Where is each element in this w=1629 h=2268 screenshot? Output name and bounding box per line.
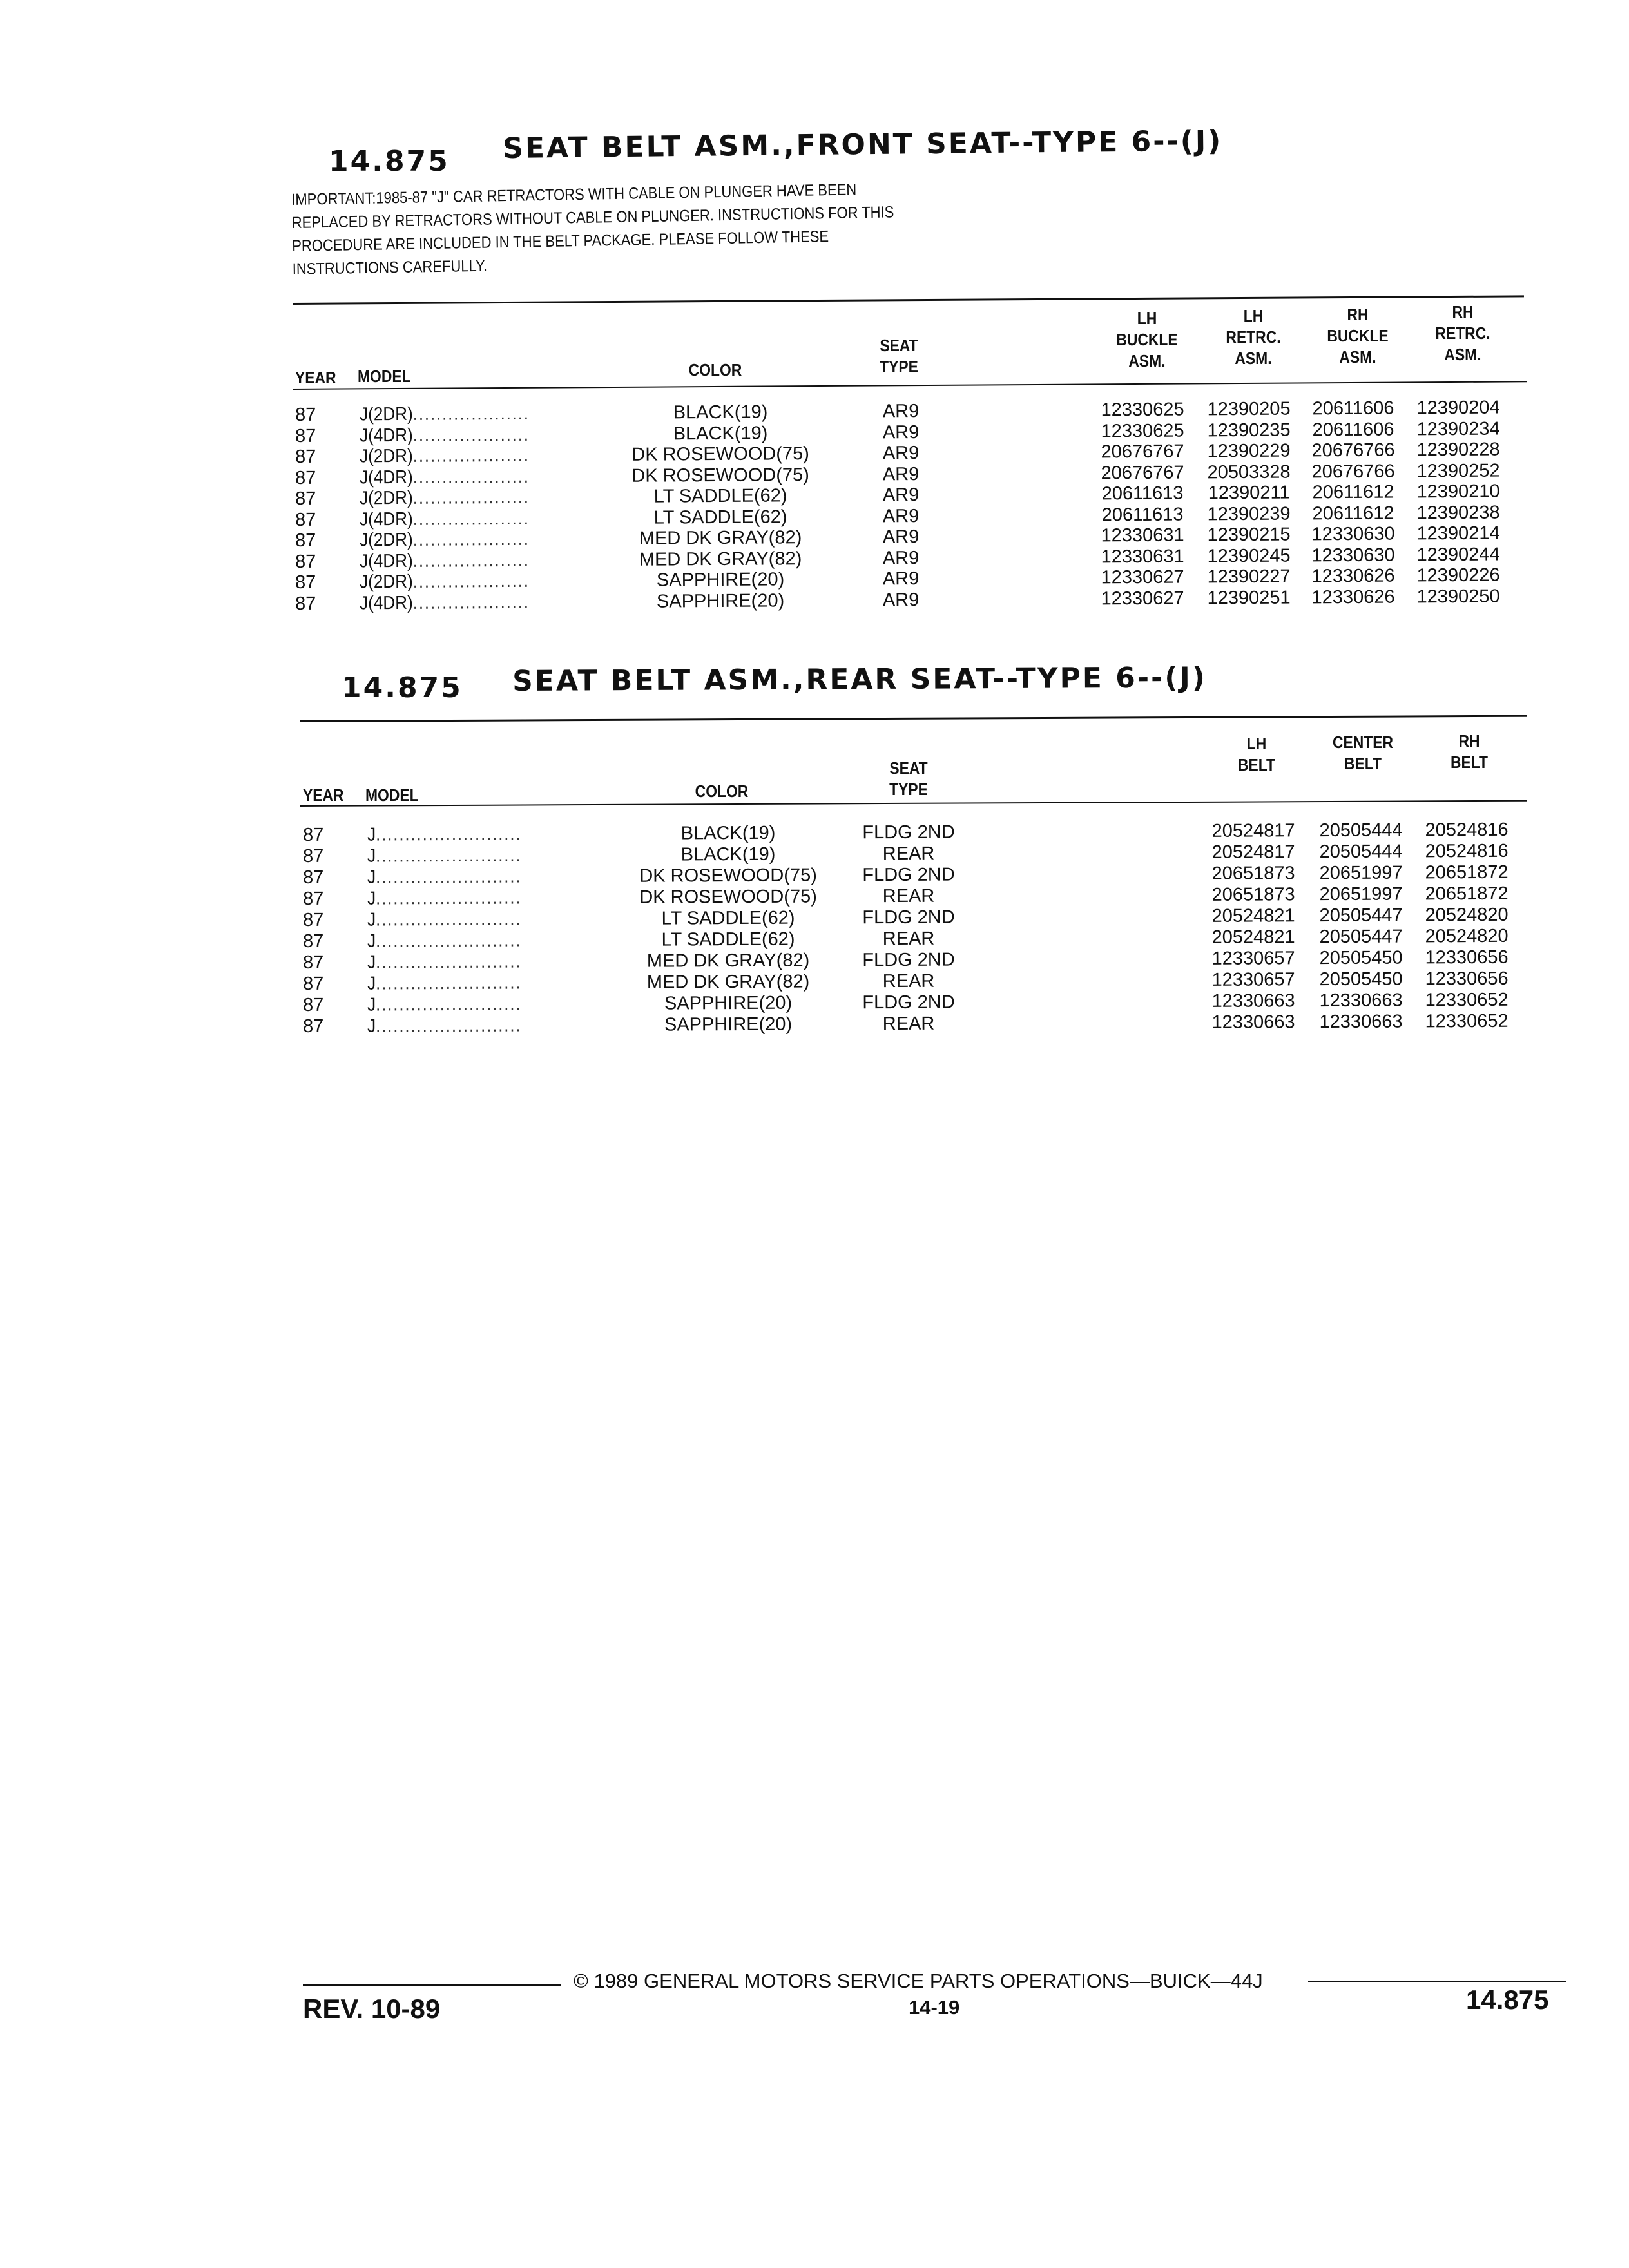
cell-rh-retrc: 12390250 [1416,586,1500,607]
cell-center-belt: 20651997 [1319,883,1403,905]
rear-header-rule [300,800,1527,807]
header-color: COLOR [688,360,742,380]
cell-year: 87 [295,530,316,551]
cell-lh-retrc: 12390251 [1207,587,1291,608]
cell-color: MED DK GRAY(82) [639,548,802,570]
header-line: LH [1137,309,1157,328]
header-seat-type [858,758,959,800]
cell-rh-retrc: 12390226 [1416,564,1500,586]
cell-rh-belt: 20524820 [1425,925,1509,947]
cell-seat-type: AR9 [882,443,920,464]
cell-lh-belt: 12330657 [1211,969,1295,990]
header-line: BUCKLE [1327,326,1389,345]
cell-rh-retrc: 12390228 [1416,439,1500,461]
cell-center-belt: 20505447 [1319,905,1403,927]
cell-lh-retrc: 12390239 [1207,503,1291,524]
cell-lh-belt: 20524821 [1211,927,1295,948]
leader-dots: ......................... [376,908,522,930]
cell-lh-belt: 12330657 [1211,948,1295,969]
model-value: J [367,973,376,994]
cell-seat-type: AR9 [882,526,920,548]
cell-rh-retrc: 12390214 [1416,523,1500,544]
cell-rh-retrc: 12390210 [1416,481,1500,503]
model-value: J(2DR) [359,529,413,551]
header-line: ASM. [1235,349,1272,368]
model-value: J(2DR) [359,487,413,509]
leader-dots: .................... [412,508,530,530]
cell-center-belt: 20651997 [1319,862,1403,884]
cell-rh-buckle: 12330630 [1311,544,1395,566]
cell-rh-belt: 20651872 [1425,883,1509,905]
cell-color: DK ROSEWOOD(75) [631,464,809,486]
cell-center-belt: 12330663 [1319,1011,1403,1033]
cell-color: SAPPHIRE(20) [656,569,785,591]
cell-rh-retrc: 12390252 [1416,460,1500,481]
cell-lh-buckle: 12330631 [1101,546,1184,567]
cell-model [367,888,521,910]
header-lh-belt [1211,733,1302,776]
cell-lh-retrc: 12390215 [1207,524,1291,546]
model-value: J(2DR) [359,445,413,467]
leader-dots: .................... [412,570,530,592]
header-year: YEAR [303,785,344,805]
cell-lh-buckle: 12330631 [1101,524,1184,546]
cell-color: MED DK GRAY(82) [646,971,810,993]
cell-seat-type: FLDG 2ND [862,992,955,1014]
model-value: J [367,994,376,1015]
model-value: J [367,888,376,909]
cell-rh-belt: 12330656 [1425,968,1509,990]
cell-seat-type: REAR [882,928,935,950]
cell-model [367,1015,521,1037]
cell-year: 87 [303,909,324,930]
header-seat-line: SEAT [889,758,928,778]
cell-seat-type: AR9 [882,505,920,526]
cell-seat-type: REAR [882,843,935,865]
rear-section-number: 14.875 [342,671,463,704]
note-line: INSTRUCTIONS CAREFULLY. [292,256,488,278]
model-value: J(2DR) [359,403,413,425]
model-value: J [367,930,376,952]
cell-center-belt: 20505444 [1319,820,1403,841]
front-important-note [291,177,895,281]
cell-color: DK ROSEWOOD(75) [639,886,817,908]
footer-rule-left [303,1984,561,1986]
footer-revision: REV. 10-89 [303,1994,441,2024]
cell-year: 87 [295,572,316,593]
front-section-title: SEAT BELT ASM.,FRONT SEAT--TYPE 6--(J) [503,124,1223,165]
cell-color: BLACK(19) [680,843,776,865]
model-value: J [367,952,376,973]
header-seat-line: TYPE [889,780,928,799]
leader-dots: ......................... [376,930,522,952]
cell-color: BLACK(19) [673,401,768,423]
cell-lh-buckle: 20676767 [1101,462,1184,483]
header-rh-buckle [1309,304,1406,368]
cell-lh-belt: 20651873 [1211,863,1295,884]
cell-lh-buckle: 12330625 [1101,420,1184,441]
model-value: J(4DR) [359,550,413,572]
cell-lh-buckle: 20611613 [1101,483,1184,505]
leader-dots: ......................... [376,972,522,994]
cell-rh-belt: 20524820 [1425,904,1509,926]
cell-lh-retrc: 20503328 [1207,461,1291,483]
leader-dots: ......................... [376,866,522,888]
cell-lh-buckle: 12330625 [1101,399,1184,421]
cell-rh-retrc: 12390234 [1416,418,1500,439]
cell-rh-buckle: 20611612 [1312,481,1394,503]
header-line: RETRC. [1226,327,1281,347]
header-line: ASM. [1444,345,1481,364]
header-seat-type [848,335,950,378]
cell-model [367,909,521,931]
footer-page-number: 14-19 [909,1996,960,2019]
cell-year: 87 [295,446,316,467]
note-line: REPLACED BY RETRACTORS WITHOUT CABLE ON PLUNGER. INSTRUCTIONS FOR THIS [291,203,894,232]
cell-center-belt: 20505450 [1319,947,1403,969]
model-value: J [367,824,376,845]
cell-rh-retrc: 12390244 [1416,544,1500,565]
cell-model [367,994,521,1016]
header-line: ASM. [1128,351,1166,370]
cell-lh-belt: 20524821 [1211,905,1295,927]
footer-rule-right [1308,1981,1566,1982]
cell-model [367,867,521,889]
cell-model [360,424,530,447]
cell-seat-type: AR9 [882,421,920,443]
header-center-belt [1318,732,1409,774]
cell-year: 87 [303,888,324,909]
cell-rh-buckle: 20611612 [1312,503,1394,524]
header-rh-belt [1424,731,1515,773]
cell-lh-belt: 12330663 [1211,990,1295,1012]
cell-rh-retrc: 12390238 [1416,502,1500,523]
cell-year: 87 [303,930,324,952]
cell-model [367,930,521,952]
cell-rh-buckle: 20676766 [1311,461,1395,482]
cell-color: DK ROSEWOOD(75) [631,443,809,465]
cell-model [360,571,530,593]
cell-rh-buckle: 12330626 [1311,586,1395,608]
header-line: RETRC. [1435,323,1490,343]
cell-seat-type: AR9 [882,463,920,485]
cell-color: BLACK(19) [673,423,768,444]
cell-model [367,845,521,867]
cell-center-belt: 20505444 [1319,841,1403,863]
leader-dots: .................... [412,424,530,446]
cell-model [367,824,521,846]
header-line: CENTER [1332,733,1394,752]
leader-dots: .................... [412,486,530,508]
model-value: J(2DR) [359,571,413,593]
cell-rh-belt: 20524816 [1425,819,1509,841]
cell-year: 87 [295,509,316,530]
cell-model [360,403,530,426]
leader-dots: .................... [412,528,530,550]
cell-rh-belt: 12330652 [1425,1010,1509,1032]
cell-lh-retrc: 12390229 [1207,440,1291,462]
header-line: RH [1347,305,1369,324]
leader-dots: .................... [412,550,530,572]
header-line: RH [1452,302,1474,322]
cell-year: 87 [295,425,316,447]
cell-seat-type: REAR [882,885,935,907]
model-value: J(4DR) [359,466,413,488]
cell-seat-type: REAR [882,1013,935,1035]
front-section-number: 14.875 [329,145,450,178]
cell-year: 87 [303,952,324,973]
cell-color: MED DK GRAY(82) [639,527,802,549]
cell-model [360,550,530,572]
cell-model [360,487,530,510]
footer-copyright: © 1989 GENERAL MOTORS SERVICE PARTS OPERATIONS—BUICK—44J [574,1970,1263,1992]
cell-year: 87 [295,404,316,425]
cell-rh-belt: 20651872 [1425,861,1509,883]
cell-rh-retrc: 12390204 [1416,397,1500,419]
cell-center-belt: 12330663 [1319,990,1403,1012]
leader-dots: .................... [412,445,530,466]
cell-model [360,508,530,530]
cell-rh-buckle: 20611606 [1312,398,1394,419]
cell-rh-belt: 20524816 [1425,840,1509,862]
cell-model [360,591,530,614]
cell-year: 87 [303,994,324,1015]
cell-seat-type: AR9 [882,485,920,506]
cell-lh-buckle: 20611613 [1101,504,1184,525]
rear-top-rule [300,715,1527,722]
cell-year: 87 [295,593,316,614]
model-value: J [367,909,376,930]
leader-dots: ......................... [376,823,522,845]
header-line: BELT [1450,753,1489,772]
header-line: BELT [1344,754,1382,773]
model-value: J [367,867,376,888]
cell-year: 87 [303,845,324,867]
leader-dots: ......................... [376,845,522,867]
cell-rh-belt: 12330656 [1425,947,1509,968]
cell-lh-belt: 20524817 [1211,820,1295,841]
header-model: MODEL [358,367,411,386]
cell-model [360,445,530,468]
cell-lh-buckle: 12330627 [1101,566,1184,588]
cell-rh-buckle: 12330630 [1311,523,1395,545]
cell-color: MED DK GRAY(82) [646,950,810,972]
model-value: J(4DR) [359,508,413,530]
cell-seat-type: FLDG 2ND [862,907,955,928]
cell-color: LT SADDLE(62) [653,506,787,528]
cell-seat-type: AR9 [882,401,920,422]
header-lh-retrc [1205,305,1302,369]
cell-lh-retrc: 12390211 [1208,482,1290,504]
cell-lh-belt: 20651873 [1211,884,1295,905]
cell-year: 87 [303,1015,324,1037]
model-value: J(4DR) [359,592,413,613]
cell-year: 87 [303,973,324,994]
cell-model [360,466,530,488]
header-line: BELT [1237,755,1276,774]
cell-model [367,973,521,995]
cell-seat-type: REAR [882,970,935,992]
cell-year: 87 [295,551,316,572]
leader-dots: ......................... [376,951,522,973]
cell-seat-type: FLDG 2ND [862,864,955,886]
leader-dots: .................... [412,591,530,613]
cell-lh-belt: 12330663 [1211,1012,1295,1033]
cell-rh-buckle: 20676766 [1311,439,1395,461]
cell-seat-type: AR9 [882,547,920,568]
header-seat-line: SEAT [880,336,918,355]
model-value: J(4DR) [359,425,413,446]
cell-model [367,952,521,974]
model-value: J [367,1015,376,1037]
header-color: COLOR [695,782,749,801]
header-rh-retrc [1414,302,1511,365]
cell-color: SAPPHIRE(20) [664,992,793,1014]
cell-color: BLACK(19) [680,822,776,844]
header-line: RH [1458,731,1480,751]
cell-rh-buckle: 12330626 [1311,565,1395,587]
leader-dots: ......................... [376,1015,522,1037]
cell-seat-type: AR9 [882,589,920,610]
note-line: IMPORTANT:1985-87 "J" CAR RETRACTORS WITH CABLE ON PLUNGER HAVE BEEN [291,180,857,209]
cell-color: LT SADDLE(62) [653,485,787,507]
cell-lh-buckle: 20676767 [1101,441,1184,463]
leader-dots: ......................... [376,887,522,909]
model-value: J [367,845,376,867]
cell-lh-retrc: 12390235 [1207,419,1291,441]
cell-year: 87 [303,824,324,845]
cell-lh-retrc: 12390227 [1207,566,1291,588]
leader-dots: ......................... [376,994,522,1015]
cell-center-belt: 20505447 [1319,926,1403,948]
cell-lh-retrc: 12390205 [1207,398,1291,420]
header-model: MODEL [365,785,419,805]
cell-lh-belt: 20524817 [1211,841,1295,863]
cell-model [360,529,530,552]
cell-seat-type: FLDG 2ND [862,949,955,971]
header-lh-buckle [1099,308,1195,372]
note-line: PROCEDURE ARE INCLUDED IN THE BELT PACKAGE. PLEASE FOLLOW THESE [292,227,829,255]
cell-color: LT SADDLE(62) [661,928,795,950]
front-top-rule [293,295,1524,305]
cell-rh-buckle: 20611606 [1312,419,1394,440]
rear-section-title: SEAT BELT ASM.,REAR SEAT--TYPE 6--(J) [512,661,1208,698]
header-year: YEAR [295,368,336,387]
header-seat-line: TYPE [880,357,918,376]
header-line: LH [1243,306,1264,325]
cell-seat-type: FLDG 2ND [862,822,955,843]
cell-lh-buckle: 12330627 [1101,588,1184,609]
header-line: LH [1246,734,1267,753]
cell-color: SAPPHIRE(20) [656,590,785,612]
front-header-rule [293,381,1527,390]
footer-section-number: 14.875 [1466,1984,1549,2015]
cell-color: DK ROSEWOOD(75) [639,865,817,887]
leader-dots: .................... [412,466,530,488]
leader-dots: .................... [412,403,530,425]
cell-color: LT SADDLE(62) [661,907,795,929]
cell-center-belt: 20505450 [1319,968,1403,990]
cell-color: SAPPHIRE(20) [664,1014,793,1035]
cell-seat-type: AR9 [882,568,920,590]
cell-year: 87 [295,488,316,509]
cell-year: 87 [303,867,324,888]
header-line: ASM. [1339,347,1376,367]
cell-year: 87 [295,467,316,488]
cell-lh-retrc: 12390245 [1207,545,1291,566]
header-line: BUCKLE [1116,330,1178,349]
cell-rh-belt: 12330652 [1425,989,1509,1011]
